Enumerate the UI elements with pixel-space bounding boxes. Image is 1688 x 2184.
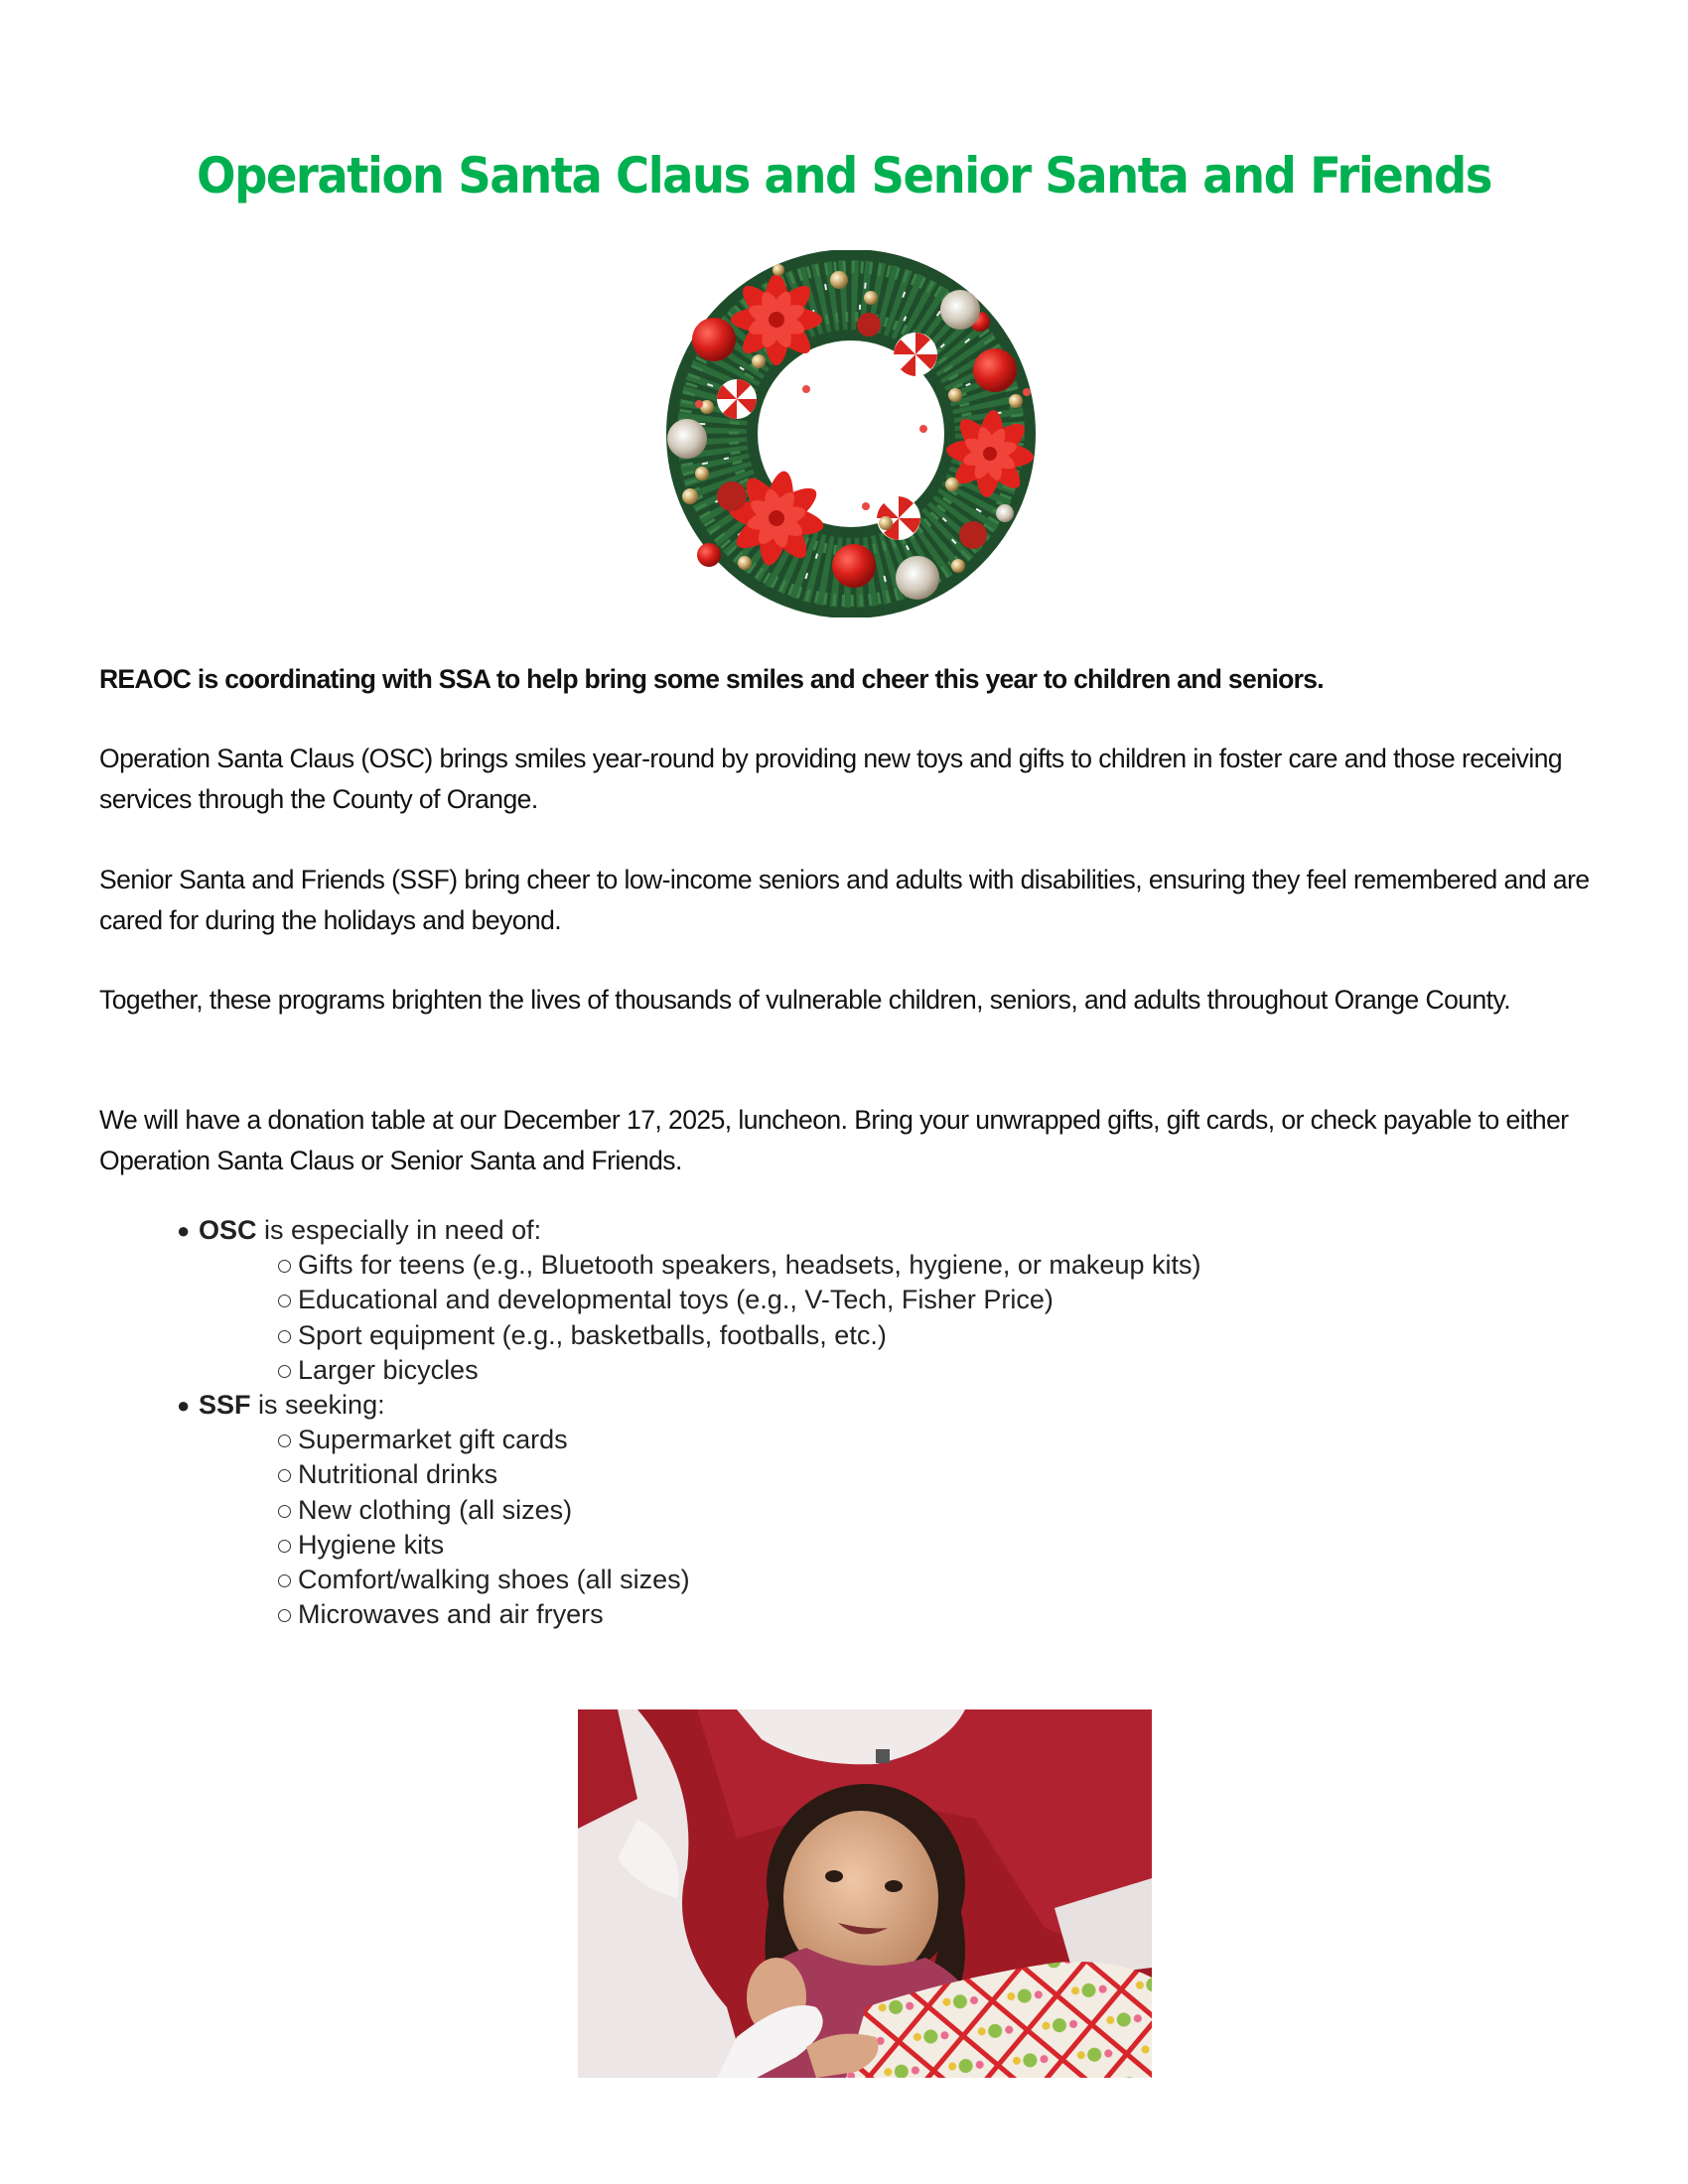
- bullet-icon: ●: [177, 1393, 191, 1419]
- group-key: OSC: [199, 1215, 257, 1245]
- hollow-bullet-icon: [278, 1330, 291, 1343]
- needs-list: [0, 1213, 1200, 1632]
- list-item: [0, 1563, 1200, 1597]
- list-item-text: Larger bicycles: [298, 1354, 479, 1385]
- group-label: is especially in need of:: [256, 1215, 542, 1245]
- group-key: SSF: [199, 1390, 251, 1421]
- red-berry-cluster: [1023, 388, 1031, 396]
- poinsettia-flower: [731, 274, 822, 365]
- gold-ornament: [951, 559, 965, 573]
- red-berry-cluster: [717, 481, 747, 511]
- gold-ornament: [879, 516, 893, 530]
- red-ornament: [973, 348, 1017, 392]
- list-item: [0, 1353, 1200, 1388]
- ssf-paragraph: Senior Santa and Friends (SSF) bring cheer to low-income seniors and adults with disabilities, ensuring they feel remembered and are cared for during the holidays and beyond.: [99, 865, 1590, 935]
- peppermint-ornament: [894, 333, 937, 376]
- gold-ornament: [682, 488, 698, 504]
- gold-ornament: [752, 354, 766, 368]
- hollow-bullet-icon: [278, 1365, 291, 1378]
- red-ornament: [697, 543, 721, 567]
- list-item-text: Sport equipment (e.g., basketballs, footballs, etc.): [298, 1319, 887, 1350]
- peppermint-ornament: [717, 379, 757, 419]
- red-berry-cluster: [857, 313, 881, 337]
- list-item: [0, 1457, 1200, 1492]
- list-item-text: Hygiene kits: [298, 1529, 445, 1560]
- gold-ornament: [896, 556, 939, 600]
- group-label: is seeking:: [250, 1390, 385, 1421]
- list-item-text: New clothing (all sizes): [298, 1494, 573, 1525]
- donation-paragraph: We will have a donation table at our December 17, 2025, luncheon. Bring your unwrapped gifts, gift cards, or check payable to either Operation Santa Claus or Senior Santa and Friends.: [99, 1105, 1569, 1175]
- list-item: [0, 1423, 1200, 1457]
- hollow-bullet-icon: [278, 1540, 291, 1553]
- needs-group-ssf: [0, 1388, 1200, 1423]
- hollow-bullet-icon: [278, 1505, 291, 1518]
- list-item-text: Supermarket gift cards: [298, 1425, 568, 1455]
- intro-paragraph: REAOC is coordinating with SSA to help bring some smiles and cheer this year to children and seniors.: [99, 664, 1324, 694]
- gold-ornament: [945, 478, 959, 491]
- gold-ornament: [695, 467, 709, 480]
- list-item: [0, 1493, 1200, 1528]
- red-berry-cluster: [959, 521, 987, 549]
- red-berry-cluster: [802, 385, 810, 393]
- hollow-bullet-icon: [278, 1574, 291, 1587]
- list-item-text: Gifts for teens (e.g., Bluetooth speakers, headsets, hygiene, or makeup kits): [298, 1250, 1201, 1281]
- gold-ornament: [864, 291, 878, 305]
- list-item: [0, 1597, 1200, 1632]
- christmas-wreath-image: [657, 250, 1045, 617]
- santa-button: [876, 1749, 890, 1763]
- hollow-bullet-icon: [278, 1260, 291, 1273]
- child-with-santa-photo: [578, 1709, 1152, 2078]
- list-item-text: Nutritional drinks: [298, 1459, 498, 1490]
- together-paragraph: Together, these programs brighten the lives of thousands of vulnerable children, seniors, and adults throughout Orange County.: [99, 985, 1511, 1015]
- gold-ornament: [773, 264, 784, 276]
- page-title: Operation Santa Claus and Senior Santa and Friends: [197, 147, 1491, 205]
- gold-ornament: [996, 504, 1014, 522]
- list-item-text: Microwaves and air fryers: [298, 1599, 604, 1630]
- red-ornament: [692, 318, 736, 361]
- list-item: [0, 1283, 1200, 1317]
- hollow-bullet-icon: [278, 1434, 291, 1447]
- list-item-text: Educational and developmental toys (e.g., V-Tech, Fisher Price): [298, 1285, 1054, 1315]
- hollow-bullet-icon: [278, 1609, 291, 1622]
- list-item: [0, 1318, 1200, 1353]
- red-berry-cluster: [695, 400, 703, 408]
- needs-group-osc: [0, 1213, 1200, 1248]
- hollow-bullet-icon: [278, 1469, 291, 1482]
- gold-ornament: [948, 388, 962, 402]
- red-berry-cluster: [919, 425, 927, 433]
- red-ornament: [832, 544, 876, 588]
- red-berry-cluster: [862, 502, 870, 510]
- bullet-icon: ●: [177, 1218, 191, 1243]
- gold-ornament: [940, 290, 980, 330]
- list-item: [0, 1248, 1200, 1283]
- hollow-bullet-icon: [278, 1295, 291, 1307]
- osc-paragraph: Operation Santa Claus (OSC) brings smiles year-round by providing new toys and gifts to children in foster care and those receiving services through the County of Orange.: [99, 744, 1563, 814]
- list-item: [0, 1528, 1200, 1563]
- list-item-text: Comfort/walking shoes (all sizes): [298, 1565, 690, 1595]
- gold-ornament: [738, 556, 752, 570]
- gold-ornament: [667, 419, 707, 459]
- gold-ornament: [830, 271, 848, 289]
- gold-ornament: [1009, 394, 1023, 408]
